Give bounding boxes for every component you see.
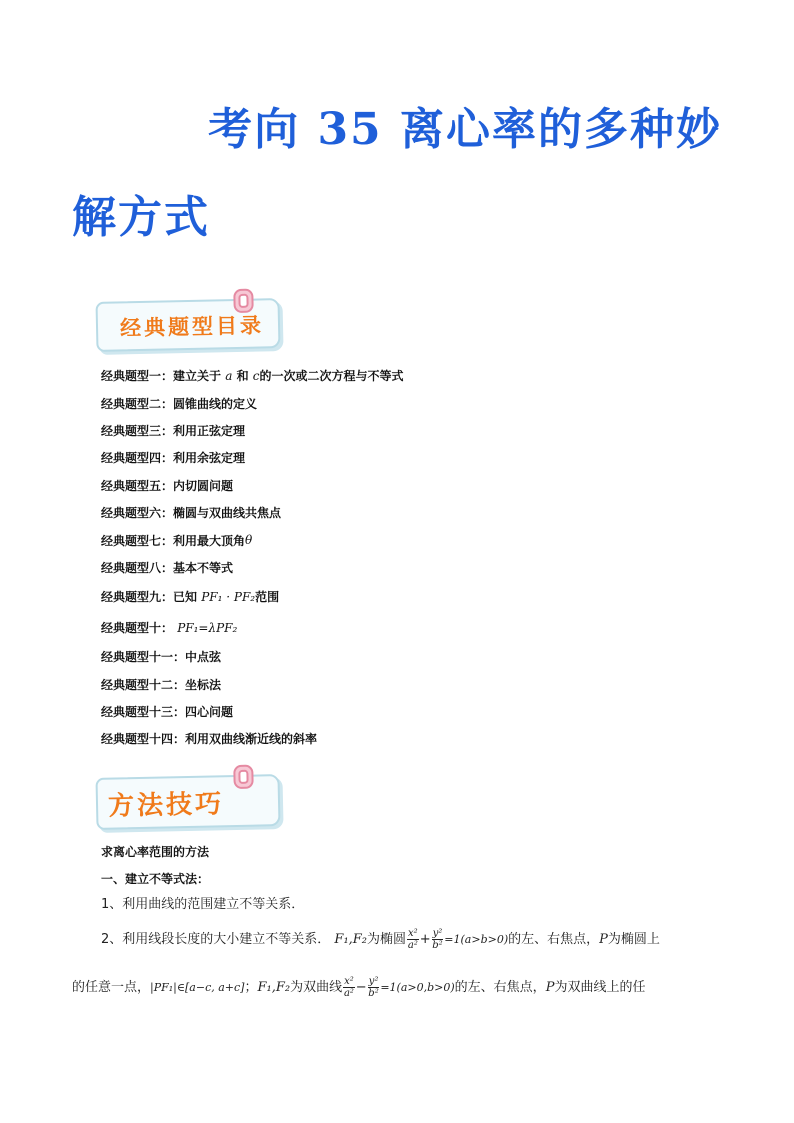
toc-item-desc: 坐标法: [185, 677, 222, 692]
method-paragraph-1: 1、利用曲线的范围建立不等关系．: [101, 897, 305, 912]
math-range: |PF₁|∈[a−c, a+c]: [150, 980, 245, 994]
toc-item-label: 经典题型十二：: [101, 677, 186, 692]
para-text: 为双曲线: [290, 979, 343, 995]
toc-item: [101, 499, 661, 526]
para-text: ；: [244, 979, 258, 995]
para-text: 的左、右焦点，: [454, 979, 546, 995]
para-text: 的任意一点，: [72, 979, 151, 995]
para-text: 的左、右焦点，: [508, 931, 600, 947]
toc-item-desc: 椭圆与双曲线共焦点: [173, 506, 282, 521]
math-foci: F₁,F₂: [334, 931, 368, 947]
toc-item-desc: 已知: [173, 590, 198, 605]
toc-item-label: 经典题型十：: [101, 621, 174, 636]
toc-item: [101, 444, 661, 471]
math-theta: θ: [245, 533, 253, 548]
math-vector-relation: PF₁=λPF₂: [177, 620, 238, 635]
toc-item: [101, 612, 661, 643]
toc-item: [101, 725, 661, 752]
toc-item-label: 经典题型七：: [101, 533, 174, 548]
toc-item-desc: 中点弦: [185, 650, 222, 665]
math-foci: F₁,F₂: [257, 979, 291, 995]
toc-item-label: 经典题型三：: [101, 423, 174, 438]
para-text: 为椭圆上: [607, 931, 660, 947]
toc-item-desc: 利用余弦定理: [173, 451, 246, 466]
math-point-p: P: [545, 979, 555, 995]
page-title-line1: 考向 35 离心率的多种妙: [208, 104, 722, 155]
toc-item: [101, 554, 661, 581]
toc-item: [101, 417, 661, 444]
math-fraction: $\frac{\text{y²}}{\text{b²}}$: [432, 927, 443, 951]
toc-item: [101, 362, 661, 389]
toc-item-desc: 基本不等式: [173, 560, 234, 575]
method-banner-label: 方法技巧: [107, 789, 225, 822]
toc-item: [101, 581, 661, 612]
method-heading: 求离心率范围的方法: [101, 845, 210, 859]
toc-item-label: 经典题型一：: [101, 369, 174, 384]
para-text: 为椭圆: [367, 931, 407, 947]
toc-item-desc: 圆锥曲线的定义: [173, 396, 258, 411]
math-condition: =1(a>0,b>0): [380, 980, 455, 994]
toc-item-desc: 范围: [255, 590, 280, 605]
toc-item: [101, 698, 661, 725]
toc-list: [101, 362, 661, 753]
toc-item-label: 经典题型十四：: [101, 732, 186, 747]
toc-item-desc: 和: [236, 369, 249, 384]
toc-item-label: 经典题型九：: [101, 590, 174, 605]
toc-item-desc: 内切圆问题: [173, 478, 234, 493]
para-text: 2、利用线段长度的大小建立不等关系．: [101, 931, 331, 947]
math-condition: =1(a>b>0): [444, 932, 509, 946]
method-subheading: 一、建立不等式法：: [101, 872, 210, 886]
toc-item: [101, 389, 661, 416]
toc-item-label: 经典题型二：: [101, 396, 174, 411]
math-c: c: [252, 368, 260, 383]
math-fraction: $\frac{\text{x²}}{\text{a²}}$: [343, 975, 354, 999]
toc-item-desc: 四心问题: [185, 705, 234, 720]
toc-item-desc: 利用双曲线渐近线的斜率: [185, 732, 318, 747]
math-vector-product: PF₁ · PF₂: [201, 589, 256, 604]
toc-item-desc: 利用最大顶角: [173, 533, 246, 548]
method-paragraph-3: 的任意一点， |PF₁|∈[a−c, a+c] ； F₁,F₂ 为双曲线 $\frac{\text{x²}}{\text{a²}}$ − $\frac{\text{y²}}{\text{b²}}$ =1(a>0,b>0) 的左、右焦点， P 为双曲线上的任: [72, 975, 646, 999]
toc-item-desc: 利用正弦定理: [173, 423, 246, 438]
page-title-line2: 解方式: [72, 192, 210, 243]
toc-banner: [95, 298, 280, 352]
toc-item-label: 经典题型六：: [101, 506, 174, 521]
para-text: 为双曲线上的任: [554, 979, 646, 995]
toc-item-label: 经典题型十三：: [101, 705, 186, 720]
toc-item-desc: 建立关于: [173, 369, 222, 384]
toc-banner-label: 经典题型目录: [119, 312, 265, 341]
toc-item-label: 经典题型八：: [101, 560, 174, 575]
toc-item: [101, 643, 661, 670]
toc-item: [101, 671, 661, 698]
toc-item-desc: 的一次或二次方程与不等式: [259, 369, 404, 384]
math-fraction: $\frac{\text{x²}}{\text{a²}}$: [407, 927, 418, 951]
math-a: a: [225, 368, 233, 383]
method-paragraph-2: 2、利用线段长度的大小建立不等关系． F₁,F₂ 为椭圆 $\frac{\text{x²}}{\text{a²}}$ + $\frac{\text{y²}}{\text{b²}}$ =1(a>b>0) 的左、右焦点， P 为椭圆上: [101, 927, 660, 951]
toc-item-label: 经典题型五：: [101, 478, 174, 493]
paperclip-icon: [233, 765, 253, 789]
toc-item: [101, 526, 661, 553]
toc-item-label: 经典题型四：: [101, 451, 174, 466]
math-fraction: $\frac{\text{y²}}{\text{b²}}$: [368, 975, 379, 999]
method-banner: [95, 774, 280, 830]
toc-item-label: 经典题型十一：: [101, 650, 186, 665]
toc-item: [101, 472, 661, 499]
math-point-p: P: [599, 931, 608, 947]
